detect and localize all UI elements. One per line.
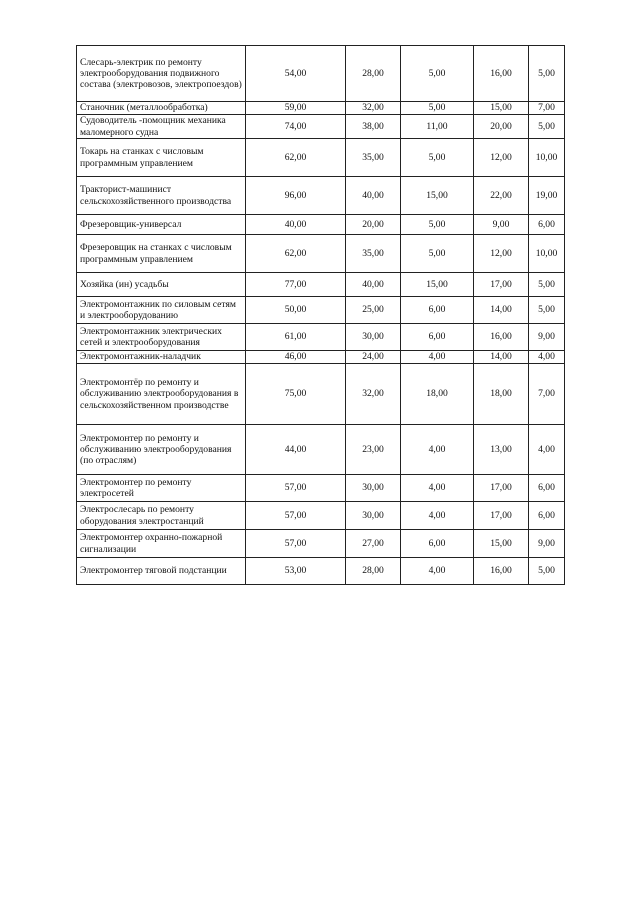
profession-name-cell: Электромонтер охранно-пожарной сигнализации [77,530,246,558]
value-cell-4: 14,00 [474,297,529,324]
value-cell-4: 17,00 [474,273,529,297]
value-cell-3: 15,00 [401,273,474,297]
value-cell-5: 19,00 [529,177,565,215]
value-cell-2: 32,00 [346,364,401,425]
profession-name-cell: Станочник (металлообработка) [77,102,246,115]
table-row [77,502,565,530]
table-row [77,475,565,502]
value-cell-1: 96,00 [246,177,346,215]
value-cell-4: 15,00 [474,530,529,558]
value-cell-4: 17,00 [474,475,529,502]
value-cell-4: 22,00 [474,177,529,215]
value-cell-5: 5,00 [529,297,565,324]
value-cell-4: 15,00 [474,102,529,115]
value-cell-2: 30,00 [346,502,401,530]
value-cell-4: 12,00 [474,235,529,273]
value-cell-5: 6,00 [529,475,565,502]
table-row [77,297,565,324]
value-cell-5: 7,00 [529,102,565,115]
profession-name-cell: Хозяйка (ин) усадьбы [77,273,246,297]
value-cell-1: 44,00 [246,425,346,475]
table-row [77,102,565,115]
profession-name-cell: Электромонтер по ремонту электросетей [77,475,246,502]
profession-name-cell: Токарь на станках с числовым программным управлением [77,139,246,177]
value-cell-1: 40,00 [246,215,346,235]
value-cell-1: 59,00 [246,102,346,115]
profession-name-cell: Слесарь-электрик по ремонту электрооборудования подвижного состава (электровозов, электропоездов) [77,46,246,102]
value-cell-3: 6,00 [401,324,474,351]
value-cell-3: 4,00 [401,475,474,502]
value-cell-1: 57,00 [246,502,346,530]
profession-name-cell: Тракторист-машинист сельскохозяйственного производства [77,177,246,215]
value-cell-5: 4,00 [529,425,565,475]
value-cell-2: 35,00 [346,139,401,177]
value-cell-4: 14,00 [474,351,529,364]
value-cell-1: 54,00 [246,46,346,102]
value-cell-3: 5,00 [401,46,474,102]
table-row [77,235,565,273]
value-cell-2: 30,00 [346,324,401,351]
value-cell-2: 35,00 [346,235,401,273]
value-cell-2: 30,00 [346,475,401,502]
value-cell-1: 74,00 [246,115,346,139]
table-row [77,177,565,215]
profession-name-cell: Электромонтажник по силовым сетям и электрооборудованию [77,297,246,324]
value-cell-2: 28,00 [346,558,401,585]
value-cell-2: 25,00 [346,297,401,324]
value-cell-1: 50,00 [246,297,346,324]
value-cell-3: 11,00 [401,115,474,139]
profession-name-cell: Судоводитель -помощник механика маломерного судна [77,115,246,139]
value-cell-4: 17,00 [474,502,529,530]
value-cell-5: 4,00 [529,351,565,364]
value-cell-3: 4,00 [401,558,474,585]
table-row [77,351,565,364]
value-cell-3: 15,00 [401,177,474,215]
profession-name-cell: Электромонтёр по ремонту и обслуживанию электрооборудования в сельскохозяйственном производстве [77,364,246,425]
table-row [77,46,565,102]
value-cell-3: 5,00 [401,102,474,115]
value-cell-1: 75,00 [246,364,346,425]
value-cell-3: 18,00 [401,364,474,425]
profession-name-cell: Электромонтер по ремонту и обслуживанию электрооборудования (по отраслям) [77,425,246,475]
profession-name-cell: Фрезеровщик на станках с числовым программным управлением [77,235,246,273]
value-cell-5: 6,00 [529,215,565,235]
value-cell-2: 23,00 [346,425,401,475]
table-row [77,558,565,585]
value-cell-5: 10,00 [529,139,565,177]
value-cell-3: 5,00 [401,235,474,273]
value-cell-2: 40,00 [346,177,401,215]
value-cell-1: 46,00 [246,351,346,364]
value-cell-3: 6,00 [401,530,474,558]
value-cell-5: 10,00 [529,235,565,273]
table-row [77,215,565,235]
value-cell-1: 57,00 [246,530,346,558]
value-cell-5: 9,00 [529,324,565,351]
value-cell-4: 9,00 [474,215,529,235]
profession-name-cell: Электромонтажник-наладчик [77,351,246,364]
value-cell-2: 24,00 [346,351,401,364]
value-cell-2: 32,00 [346,102,401,115]
table-row [77,273,565,297]
profession-name-cell: Электромонтер тяговой подстанции [77,558,246,585]
table-row [77,324,565,351]
value-cell-1: 62,00 [246,235,346,273]
value-cell-3: 4,00 [401,425,474,475]
value-cell-3: 6,00 [401,297,474,324]
value-cell-4: 13,00 [474,425,529,475]
value-cell-2: 40,00 [346,273,401,297]
table-row [77,364,565,425]
value-cell-1: 77,00 [246,273,346,297]
table-row [77,139,565,177]
profession-name-cell: Электрослесарь по ремонту оборудования электростанций [77,502,246,530]
value-cell-2: 20,00 [346,215,401,235]
value-cell-5: 6,00 [529,502,565,530]
table-row [77,115,565,139]
value-cell-4: 16,00 [474,324,529,351]
value-cell-1: 53,00 [246,558,346,585]
profession-name-cell: Электромонтажник электрических сетей и электрооборудования [77,324,246,351]
value-cell-4: 20,00 [474,115,529,139]
table-row [77,425,565,475]
table-body [77,46,565,585]
value-cell-2: 38,00 [346,115,401,139]
value-cell-3: 4,00 [401,351,474,364]
value-cell-5: 5,00 [529,115,565,139]
professions-table [76,45,565,585]
value-cell-4: 16,00 [474,558,529,585]
value-cell-4: 16,00 [474,46,529,102]
value-cell-4: 12,00 [474,139,529,177]
value-cell-3: 4,00 [401,502,474,530]
value-cell-5: 9,00 [529,530,565,558]
profession-name-cell: Фрезеровщик-универсал [77,215,246,235]
value-cell-2: 27,00 [346,530,401,558]
value-cell-5: 5,00 [529,558,565,585]
table-row [77,530,565,558]
value-cell-1: 62,00 [246,139,346,177]
value-cell-2: 28,00 [346,46,401,102]
value-cell-5: 7,00 [529,364,565,425]
value-cell-3: 5,00 [401,139,474,177]
value-cell-5: 5,00 [529,273,565,297]
value-cell-4: 18,00 [474,364,529,425]
value-cell-1: 61,00 [246,324,346,351]
value-cell-3: 5,00 [401,215,474,235]
value-cell-5: 5,00 [529,46,565,102]
value-cell-1: 57,00 [246,475,346,502]
